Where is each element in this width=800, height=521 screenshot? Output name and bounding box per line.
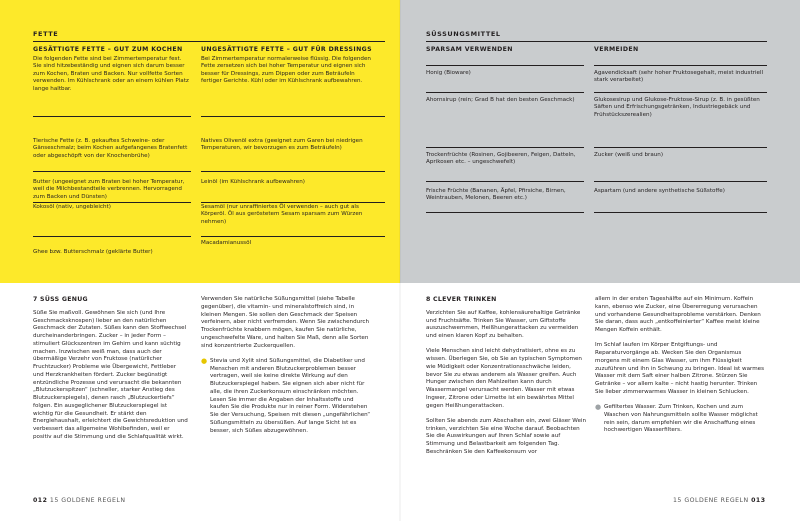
sweeteners-row4-moderate: Frische Früchte (Bananen, Äpfel, Pfirsiche, Birnen, Weintrauben, Melonen, Beeren etc.) xyxy=(426,188,566,202)
fats-col2-intro: Bei Zimmertemperatur normalerweise flüssig. Die folgenden Fette zersetzen sich bei hoher Temperatur und eignen sich besser für Dressings, zum Dippen oder zum Beträufeln fertiger Gerichte. Kühl oder im Kühlschrank aufbewahren. xyxy=(201,56,371,85)
section8-paragraph: Sollten Sie abends zum Abschalten ein, zwei Gläser Wein trinken, verzichten Sie eine Woche darauf. Beobachten Sie die Auswirkungen auf Ihren Schlaf sowie auf Stimmung und Belastbarkeit am folgenden Tag. Beschränken Sie den Kaffeekonsum vor xyxy=(426,417,587,455)
left-running-title: 15 GOLDENE REGELN xyxy=(49,497,126,504)
sweeteners-table-panel xyxy=(400,0,800,283)
fats-row2-unsaturated: Leinöl (im Kühlschrank aufbewahren) xyxy=(201,179,305,185)
right-page-footer xyxy=(673,497,766,504)
sweeteners-row-divider xyxy=(594,181,767,182)
section7-paragraph: Süße Sie maßvoll. Gewöhnen Sie sich (und Ihre Geschmacksknospen) lieber an den natürlichen Geschmack der Zutaten. Süßes kann den Stoffwechsel durcheinanderbringen. Zucker – in jeder Form – stimuliert Glückszentren im Gehirn und kann süchtig machen. Inzwischen weiß man, dass auch der übermäßige Verzehr von Fruktose (natürlicher Fruchtzucker) Probleme wie Übergewicht, Fettleber und Herzkrankheiten fördert. Zucker begünstigt entzündliche Prozesse und verursacht die bekannten „Blutzuckerspitzen“ (schneller, starker Anstieg des Blutzuckerspiegels), denen rasch „Blutzuckertiefs“ folgen. Ein ausgeglichener Blutzuckerspiegel ist wichtig für die Gesundheit. Er stärkt den Energiehaushalt, erleichtert die Gewichtsreduktion und verbessert das allgemeine Wohlbefinden, weil er positiv auf die Stimmung und die Schlafqualität wirkt. xyxy=(33,309,188,440)
fats-row2-saturated: Butter (ungeeignet zum Braten bei hoher Temperatur, weil die Milchbestandteile verbrennen. Hervorragend zum Backen und Dünsten) xyxy=(33,179,185,200)
fats-row-divider xyxy=(33,202,191,203)
fats-row-divider xyxy=(33,116,191,117)
fats-col2-head: UNGESÄTTIGTE FETTE – GUT FÜR DRESSINGS xyxy=(201,46,373,53)
fats-row-divider xyxy=(201,202,385,203)
sweeteners-row-divider xyxy=(426,212,584,213)
section7-bullet-text: Stevia und Xylit sind Süßungsmittel, die Diabetiker und Menschen mit anderen Blutzuckerproblemen besser vertragen, weil sie keine direkte Wirkung auf den Blutzuckerspiegel haben. Sie eignen sich aber nicht für alle, die ihren Zuckerkonsum einschränken möchten. Lesen Sie immer die Angaben der Inhaltsstoffe und kaufen Sie die Produkte nur in reiner Form. Widerstehen Sie der Versuchung, Speisen mit diesen „ungefährlichen“ Süßungsmitteln zu übersüßen. Auf lange Sicht ist es besser, sich Süßes abzugewöhnen. xyxy=(210,357,371,434)
fats-row1-saturated: Tierische Fette (z. B. gekauftes Schweine- oder Gänseschmalz; beim Kochen aufgefangenes Bratenfett oder abgeschöpft von der Knochenbrühe) xyxy=(33,138,188,159)
section7-bullet xyxy=(201,358,371,436)
sweeteners-row1-avoid: Agavendicksaft (sehr hoher Fruktosegehalt, meist industriell stark verarbeitet) xyxy=(594,70,764,84)
fats-row-divider xyxy=(201,236,385,237)
fats-col1-head: GESÄTTIGTE FETTE – GUT ZUM KOCHEN xyxy=(33,46,183,53)
sweeteners-title-rule xyxy=(426,41,767,42)
sweeteners-row-divider xyxy=(594,65,767,66)
section8-column2 xyxy=(595,296,767,435)
sweeteners-row-divider xyxy=(426,92,584,93)
fats-row-divider xyxy=(201,171,385,172)
sweeteners-row-divider xyxy=(426,181,584,182)
fats-table-title: FETTE xyxy=(33,30,59,38)
sweeteners-row3-avoid: Zucker (weiß und braun) xyxy=(594,152,664,158)
fats-row-divider xyxy=(33,171,191,172)
section8-paragraph: allem in der ersten Tageshälfte auf ein Minimum. Koffein kann, ebenso wie Zucker, eine Übererregung verursachen und vorhandene Gesundheitsprobleme verstärken. Denken Sie daran, dass auch „entkoffeinierter“ Kaffee meist kleine Mengen Koffein enthält. xyxy=(595,296,761,333)
fats-row-divider xyxy=(33,236,191,237)
sweeteners-row3-moderate: Trockenfrüchte (Rosinen, Gojibeeren, Feigen, Datteln, Aprikosen etc. – ungeschwefelt) xyxy=(426,152,576,166)
bullet-dot-icon: ● xyxy=(201,356,208,365)
sweeteners-row2-avoid: Glukosesirup und Glukose-Fruktose-Sirup (z. B. in gesüßten Säften und Erfrischungsgetränken, Industriegebäck und Frühstückszerealien) xyxy=(594,97,760,118)
sweeteners-row2-moderate: Ahornsirup (rein; Grad B hat den besten Geschmack) xyxy=(426,97,575,103)
sweeteners-col2-head: VERMEIDEN xyxy=(594,46,639,53)
fats-title-rule xyxy=(33,41,385,42)
left-page-footer xyxy=(33,497,126,504)
sweeteners-row-divider xyxy=(426,65,584,66)
sweeteners-row4-avoid: Aspartam (und andere synthetische Süßstoffe) xyxy=(594,188,725,194)
fats-row-divider xyxy=(201,116,385,117)
fats-row3-unsaturated: Sesamöl (nur unraffiniertes Öl verwenden – auch gut als Körperöl. Öl aus geröstetem Sesam sparsam zum Würzen nehmen) xyxy=(201,204,363,225)
sweeteners-row-divider xyxy=(426,147,584,148)
sweeteners-row-divider xyxy=(594,92,767,93)
fats-col1-intro: Die folgenden Fette sind bei Zimmertemperatur fest. Sie sind hitzebeständig und eignen sich darum besser zum Kochen, Braten und Backen. Nur vollfette Sorten verwenden. Im Kühlschrank oder an einem kühlen Platz lange haltbar. xyxy=(33,56,189,92)
sweeteners-table-title: SÜSSUNGSMITTEL xyxy=(426,30,501,38)
bullet-dot-icon: ● xyxy=(595,403,602,411)
section7-paragraph: Verwenden Sie natürliche Süßungsmittel (siehe Tabelle gegenüber), die vitamin- und mineralstoffreich sind, in kleinen Mengen. Sie sollen den Geschmack der Speisen verfeinern, aber nicht verfremden. Wenn Sie zwischendurch Trockenfrüchte knabbern mögen, kaufen Sie natürliche, ungeschwefelte Ware, und halten Sie Maß, denn alle Sorten sind konzentrierte Zuckerquellen. xyxy=(201,296,369,349)
sweeteners-row1-moderate: Honig (Bioware) xyxy=(426,70,471,76)
section8-paragraph: Verzichten Sie auf Kaffee, kohlensäurehaltige Getränke und Fruchtsäfte. Trinken Sie Wasser, um Giftstoffe auszuschwemmen, Heißhungerattacken zu vermeiden und einen klaren Kopf zu behalten. xyxy=(426,309,581,339)
right-running-title: 15 GOLDENE REGELN xyxy=(673,497,749,504)
right-page-number: 013 xyxy=(751,497,766,504)
fats-table-panel xyxy=(0,0,400,283)
fats-row1-unsaturated: Natives Olivenöl extra (geeignet zum Garen bei niedrigen Temperaturen, wir bevorzugen es zum Beträufeln) xyxy=(201,138,363,152)
fats-row4-saturated: Ghee bzw. Butterschmalz (geklärte Butter) xyxy=(33,249,153,255)
section8-paragraph: Im Schlaf laufen im Körper Entgiftungs- und Reparaturvorgänge ab. Wecken Sie den Organismus morgens mit einem Glas Wasser, um ihm Flüssigkeit zuzuführen und ihn in Schwung zu bringen. Ideal ist warmes Wasser mit dem Saft einer halben Zitrone. Stürzen Sie Getränke – vor allem kalte – nicht hastig herunter. Trinken Sie lieber zimmerwarmes Wasser in kleinen Schlucken. xyxy=(595,342,765,395)
sweeteners-row-divider xyxy=(594,147,767,148)
section8-column1 xyxy=(426,296,586,464)
fats-row3-saturated: Kokosöl (nativ, ungebleicht) xyxy=(33,204,111,210)
section8-heading: 8 CLEVER TRINKEN xyxy=(426,296,497,303)
section7-column1 xyxy=(33,296,188,449)
section8-paragraph: Viele Menschen sind leicht dehydratisiert, ohne es zu wissen. Überlegen Sie, ob Sie an typischen Symptomen wie Müdigkeit oder Konzentrationsschwäche leiden, bevor Sie zu etwas anderem als Wasser greifen. Auch Hunger zwischen den Mahlzeiten kann durch Wassermangel verursacht werden. Wasser mit etwas Ingwer, Zitrone oder Limette ist ein bewährtes Mittel gegen Heißhungerattacken. xyxy=(426,348,582,409)
section7-column2 xyxy=(201,296,371,435)
section7-heading: 7 SÜSS GENUG xyxy=(33,296,88,303)
page-gutter xyxy=(399,0,401,521)
section8-bullet xyxy=(595,404,767,435)
sweeteners-col1-head: SPARSAM VERWENDEN xyxy=(426,46,513,53)
left-page-number: 012 xyxy=(33,497,48,504)
sweeteners-row-divider xyxy=(594,212,767,213)
fats-row4-unsaturated: Macadamianussöl xyxy=(201,240,252,246)
section8-bullet-text: Gefiltertes Wasser. Zum Trinken, Kochen und zum Waschen von Nahrungsmitteln sollte Wasser möglichst rein sein, darum empfehlen wir die Anschaffung eines hochwertigen Wasserfilters. xyxy=(604,404,758,434)
